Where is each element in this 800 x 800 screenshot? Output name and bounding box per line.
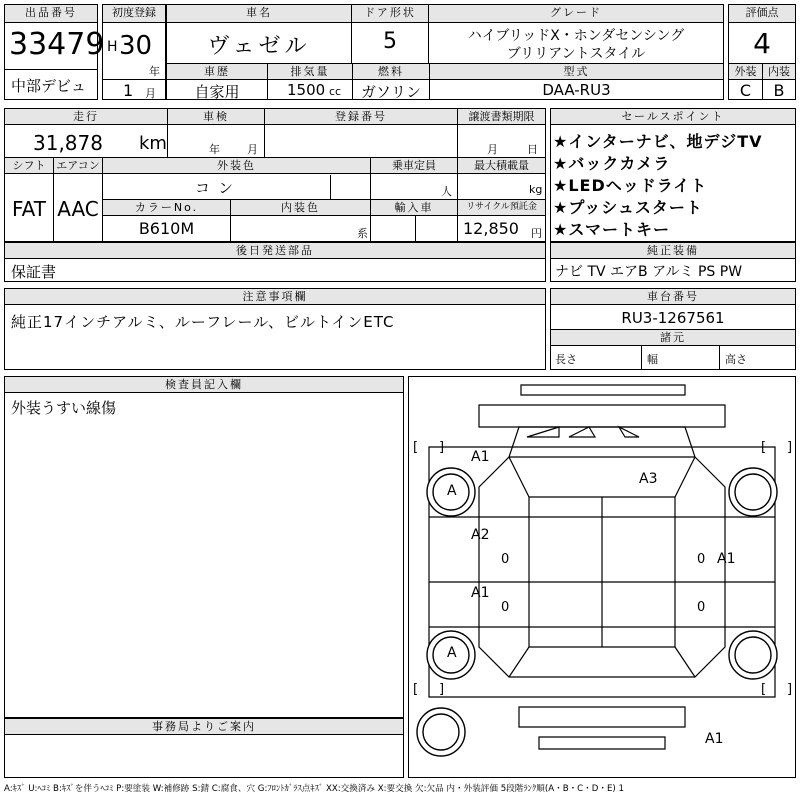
damage-mark: A <box>447 645 457 661</box>
model-label: 型式 <box>430 64 723 80</box>
score-int-label: 内装 <box>763 64 795 80</box>
displacement-unit: cc <box>329 85 342 98</box>
recycle-label: リサイクル預託金 <box>458 200 545 216</box>
inspector-label: 検査員記入欄 <box>5 377 403 393</box>
door-label: ドア形状 <box>352 5 428 23</box>
dimensions-label: 諸元 <box>551 330 795 346</box>
capacity-label: 乗車定員 <box>371 158 457 174</box>
later-parts-value: 保証書 <box>11 263 57 281</box>
score-value: 4 <box>753 27 771 60</box>
damage-diagram <box>408 376 796 778</box>
sales-points-label: セールスポイント <box>551 109 795 125</box>
mileage-unit: km <box>139 133 167 154</box>
equipment-section <box>550 242 796 282</box>
damage-mark: A1 <box>717 551 736 567</box>
inspector-value: 外装うすい線傷 <box>11 399 117 417</box>
svg-text:0: 0 <box>697 552 706 567</box>
transfer-day-unit: 日 <box>527 143 538 156</box>
vehicle-details-section <box>4 108 546 242</box>
displacement-label: 排気量 <box>268 64 352 80</box>
interior-color-label: 内装色 <box>231 200 370 216</box>
inspector-section <box>4 376 404 718</box>
door-value: 5 <box>383 29 397 54</box>
grade-line2: ブリリアントスタイル <box>506 46 646 62</box>
shift-label: シフト <box>5 158 53 174</box>
chassis-section <box>550 288 796 370</box>
fuel-value: ガソリン <box>360 83 421 101</box>
svg-text:[: [ <box>761 440 767 455</box>
exterior-color-label: 外装色 <box>103 158 370 174</box>
sales-point-item: ★インターナビ、地デジTV <box>553 132 763 151</box>
office-section <box>4 718 404 778</box>
sales-point-item: ★LEDヘッドライト <box>553 176 708 195</box>
legend-text: A:ｷｽﾞ U:ﾍｺﾐ B:ｷｽﾞを伴うﾍｺﾐ P:要塗装 W:補修跡 S:錆 C:腐食、穴 G:ﾌﾛﾝﾄｶﾞﾗｽ点ｷｽﾞ XX:交換済み X:要交換 欠:欠品 内・外装評価 5段階ﾗﾝｸ順(A・B・C・D・E) 1 <box>4 784 624 794</box>
svg-text:0: 0 <box>697 600 706 615</box>
svg-text:]: ] <box>439 440 445 455</box>
lot-section <box>4 4 105 100</box>
first-reg-year: 30 <box>119 31 153 61</box>
svg-text:]: ] <box>439 682 445 697</box>
svg-text:]: ] <box>787 440 793 455</box>
first-registration-section <box>102 4 166 100</box>
sales-point-item: ★プッシュスタート <box>553 198 703 217</box>
history-value: 自家用 <box>194 83 240 101</box>
first-reg-label: 初度登録 <box>103 5 165 23</box>
inspection-month-unit: 月 <box>247 143 258 156</box>
transfer-month-unit: 月 <box>487 143 498 156</box>
score-ext-label: 外装 <box>729 64 762 80</box>
svg-text:]: ] <box>787 682 793 697</box>
grade-label: グレード <box>429 5 723 23</box>
svg-text:0: 0 <box>501 552 510 567</box>
car-name-value: ヴェゼル <box>207 34 311 59</box>
displacement-value: 1500 <box>287 81 326 99</box>
max-load-label: 最大積載量 <box>458 158 545 174</box>
fuel-label: 燃料 <box>353 64 429 80</box>
notes-value: 純正17インチアルミ、ルーフレール、ビルトインETC <box>11 313 395 331</box>
sales-points-section <box>550 108 796 242</box>
later-parts-section <box>4 242 546 282</box>
svg-text:[: [ <box>413 440 419 455</box>
recycle-value: 12,850 <box>463 219 519 238</box>
score-ext: C <box>739 81 752 100</box>
max-load-unit: kg <box>529 183 543 196</box>
grade-line1: ハイブリッドX・ホンダセンシング <box>467 28 685 44</box>
lot-number: 33479 <box>9 27 105 62</box>
import-label: 輸入車 <box>371 200 457 216</box>
sales-point-item: ★バックカメラ <box>553 154 671 173</box>
notes-label: 注意事項欄 <box>5 289 545 305</box>
first-reg-era: H <box>107 39 118 55</box>
interior-color-unit: 系 <box>357 227 368 240</box>
first-reg-month-unit: 月 <box>145 87 156 100</box>
registration-label: 登録番号 <box>265 109 457 125</box>
score-section <box>728 4 796 100</box>
capacity-unit: 人 <box>441 185 452 198</box>
color-no-value: B610M <box>138 219 195 238</box>
score-label: 評価点 <box>729 5 795 23</box>
history-label: 車歴 <box>167 64 267 80</box>
transfer-label: 譲渡書類期限 <box>458 109 545 125</box>
first-reg-year-unit: 年 <box>149 65 160 78</box>
damage-mark: A1 <box>705 731 724 747</box>
score-int: B <box>773 81 785 100</box>
damage-mark: A1 <box>471 585 490 601</box>
dimension-width-label: 幅 <box>647 353 658 366</box>
model-value: DAA-RU3 <box>542 81 611 99</box>
dimension-length-label: 長さ <box>555 353 577 366</box>
chassis-label: 車台番号 <box>551 289 795 305</box>
dimension-height-label: 高さ <box>725 353 747 366</box>
svg-text:[: [ <box>761 682 767 697</box>
lot-note: 中部デビュ <box>11 77 87 95</box>
lot-label: 出品番号 <box>5 5 97 23</box>
exterior-color-value: コン <box>194 179 241 197</box>
mileage-value: 31,878 <box>33 131 103 155</box>
chassis-value: RU3-1267561 <box>621 309 725 327</box>
svg-text:[: [ <box>413 682 419 697</box>
damage-mark: A2 <box>471 527 490 543</box>
equipment-label: 純正装備 <box>551 243 795 259</box>
shift-value: FAT <box>11 197 46 221</box>
inspection-label: 車検 <box>168 109 264 125</box>
car-diagram-svg <box>409 377 795 777</box>
car-name-label: 車名 <box>167 5 351 23</box>
sales-point-item: ★スマートキー <box>553 220 671 239</box>
first-reg-month: 1 <box>123 81 134 100</box>
recycle-unit: 円 <box>531 227 542 240</box>
equipment-value: ナビ TV エアB アルミ PS PW <box>555 264 743 280</box>
svg-text:0: 0 <box>501 600 510 615</box>
aircon-label: エアコン <box>54 158 102 174</box>
later-parts-label: 後日発送部品 <box>5 243 545 259</box>
car-info-section <box>166 4 724 100</box>
damage-mark: A3 <box>639 471 658 487</box>
office-label: 事務局よりご案内 <box>5 719 403 735</box>
aircon-value: AAC <box>57 197 99 221</box>
notes-section <box>4 288 546 370</box>
damage-mark: A <box>447 483 457 499</box>
damage-mark: A1 <box>471 449 490 465</box>
inspection-year-unit: 年 <box>209 143 220 156</box>
color-no-label: カラーNo. <box>103 200 230 216</box>
mileage-label: 走行 <box>5 109 167 125</box>
